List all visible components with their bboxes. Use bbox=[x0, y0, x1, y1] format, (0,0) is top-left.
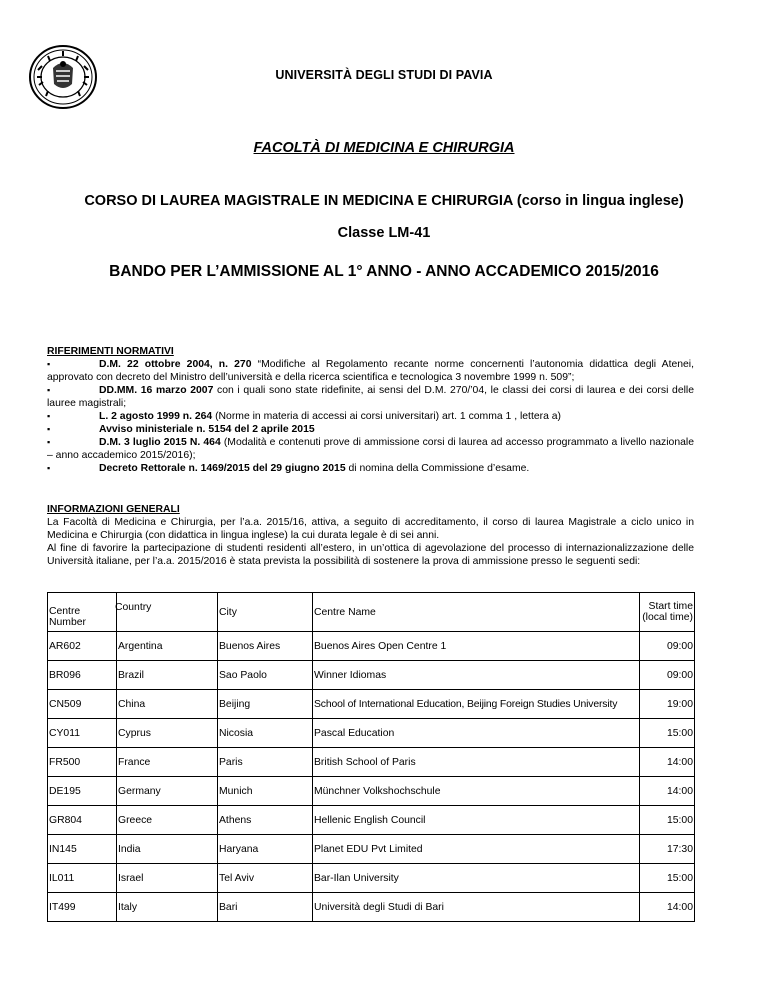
header-country: Country bbox=[117, 593, 218, 632]
cell-country: Italy bbox=[117, 893, 218, 922]
cell-centre-number: IN145 bbox=[48, 835, 117, 864]
general-information-heading: INFORMAZIONI GENERALI bbox=[47, 504, 180, 515]
cell-city: Nicosia bbox=[218, 719, 313, 748]
reference-text: di nomina della Commissione d’esame. bbox=[345, 463, 530, 474]
general-information-paragraph: Al fine di favorire la partecipazione di studenti residenti all’estero, in un’ottica di agevolazione del processo di internazionalizzazione delle Università italiane, per l’a.a. 2015/2016 è stata prevista la possibilità di sostenere la prova di ammissione presso le seguenti sedi: bbox=[47, 543, 694, 567]
reference-item bbox=[47, 410, 694, 423]
cell-start-time: 15:00 bbox=[640, 719, 695, 748]
cell-centre-name: Buenos Aires Open Centre 1 bbox=[313, 632, 640, 661]
cell-centre-name: Hellenic English Council bbox=[313, 806, 640, 835]
cell-city: Beijing bbox=[218, 690, 313, 719]
cell-centre-number: CN509 bbox=[48, 690, 117, 719]
cell-centre-number: AR602 bbox=[48, 632, 117, 661]
cell-country: China bbox=[117, 690, 218, 719]
header-centre-number: Centre Number bbox=[48, 593, 117, 632]
bullet-icon bbox=[47, 384, 99, 397]
cell-centre-number: DE195 bbox=[48, 777, 117, 806]
cell-city: Sao Paolo bbox=[218, 661, 313, 690]
cell-start-time: 19:00 bbox=[640, 690, 695, 719]
header-centre-name: Centre Name bbox=[313, 593, 640, 632]
bullet-icon bbox=[47, 462, 99, 475]
cell-country: Argentina bbox=[117, 632, 218, 661]
cell-centre-number: IT499 bbox=[48, 893, 117, 922]
cell-start-time: 15:00 bbox=[640, 806, 695, 835]
call-title: BANDO PER L’AMMISSIONE AL 1° ANNO - ANNO ACCADEMICO 2015/2016 bbox=[109, 263, 659, 280]
reference-text: (Norme in materia di accessi ai corsi universitari) art. 1 comma 1 , lettera a) bbox=[212, 411, 561, 422]
reference-text: “Modifiche al Regolamento recante norme concernenti l’autonomia didattica degli Atenei, approvato con decreto del Ministro dell’università e della ricerca scientifica e tecnologica 3 novembre 1999 n. 509”; bbox=[47, 359, 695, 383]
cell-centre-name: Università degli Studi di Bari bbox=[313, 893, 640, 922]
cell-start-time: 09:00 bbox=[640, 661, 695, 690]
normative-references-section bbox=[47, 345, 694, 475]
cell-city: Munich bbox=[218, 777, 313, 806]
cell-centre-number: IL011 bbox=[48, 864, 117, 893]
cell-city: Athens bbox=[218, 806, 313, 835]
cell-centre-name: Bar-Ilan University bbox=[313, 864, 640, 893]
reference-title: DD.MM. 16 marzo 2007 bbox=[99, 385, 214, 396]
general-information-section bbox=[47, 503, 694, 568]
reference-item bbox=[47, 462, 694, 475]
bullet-icon bbox=[47, 436, 99, 449]
general-information-paragraph: La Facoltà di Medicina e Chirurgia, per l’a.a. 2015/16, attiva, a seguito di accreditamento, il corso di laurea Magistrale a ciclo unico in Medicina e Chirurgia (con didattica in lingua inglese) la cui durata legale è di sei anni. bbox=[47, 517, 694, 541]
reference-title: D.M. 22 ottobre 2004, n. 270 bbox=[99, 359, 252, 370]
table-row bbox=[48, 719, 695, 748]
cell-centre-name: School of International Education, Beijing Foreign Studies University bbox=[313, 690, 640, 719]
cell-centre-number: FR500 bbox=[48, 748, 117, 777]
cell-centre-number: CY011 bbox=[48, 719, 117, 748]
reference-item bbox=[47, 358, 694, 384]
table-row bbox=[48, 835, 695, 864]
cell-country: Germany bbox=[117, 777, 218, 806]
bullet-icon bbox=[47, 423, 99, 436]
cell-city: Tel Aviv bbox=[218, 864, 313, 893]
reference-text: (Modalità e contenuti prove di ammissione corsi di laurea ad accesso programmato a livello nazionale – anno accademico 2015/2016); bbox=[47, 437, 694, 461]
header-city: City bbox=[218, 593, 313, 632]
cell-country: Greece bbox=[117, 806, 218, 835]
reference-item bbox=[47, 423, 694, 436]
table-row bbox=[48, 777, 695, 806]
cell-city: Haryana bbox=[218, 835, 313, 864]
header-start-time: Start time (local time) bbox=[640, 593, 695, 632]
reference-title: Avviso ministeriale n. 5154 del 2 aprile 2015 bbox=[99, 424, 315, 435]
reference-item bbox=[47, 436, 694, 462]
table-row bbox=[48, 864, 695, 893]
university-name: UNIVERSITÀ DEGLI STUDI DI PAVIA bbox=[275, 68, 493, 82]
cell-centre-name: Pascal Education bbox=[313, 719, 640, 748]
table-row bbox=[48, 632, 695, 661]
cell-start-time: 15:00 bbox=[640, 864, 695, 893]
cell-city: Buenos Aires bbox=[218, 632, 313, 661]
cell-country: Israel bbox=[117, 864, 218, 893]
reference-item bbox=[47, 384, 694, 410]
cell-centre-name: Winner Idiomas bbox=[313, 661, 640, 690]
cell-country: Brazil bbox=[117, 661, 218, 690]
cell-centre-name: British School of Paris bbox=[313, 748, 640, 777]
table-row bbox=[48, 893, 695, 922]
cell-city: Paris bbox=[218, 748, 313, 777]
cell-centre-name: Planet EDU Pvt Limited bbox=[313, 835, 640, 864]
class-label: Classe LM-41 bbox=[337, 225, 431, 241]
normative-references-heading: RIFERIMENTI NORMATIVI bbox=[47, 346, 174, 357]
course-title: CORSO DI LAUREA MAGISTRALE IN MEDICINA E CHIRURGIA (corso in lingua inglese) bbox=[84, 193, 684, 209]
cell-start-time: 14:00 bbox=[640, 748, 695, 777]
cell-start-time: 14:00 bbox=[640, 893, 695, 922]
table-header-row bbox=[48, 593, 695, 632]
cell-start-time: 09:00 bbox=[640, 632, 695, 661]
cell-country: France bbox=[117, 748, 218, 777]
table-row bbox=[48, 690, 695, 719]
exam-centres-table bbox=[47, 592, 695, 922]
table-row bbox=[48, 806, 695, 835]
bullet-icon bbox=[47, 410, 99, 423]
reference-title: Decreto Rettorale n. 1469/2015 del 29 giugno 2015 bbox=[99, 463, 346, 474]
cell-start-time: 14:00 bbox=[640, 777, 695, 806]
reference-text: con i quali sono state ridefinite, ai sensi del D.M. 270/’04, le classi dei corsi di laurea e dei corsi delle lauree magistrali; bbox=[47, 385, 694, 409]
cell-city: Bari bbox=[218, 893, 313, 922]
cell-centre-name: Münchner Volkshochschule bbox=[313, 777, 640, 806]
reference-title: D.M. 3 luglio 2015 N. 464 bbox=[99, 437, 221, 448]
cell-start-time: 17:30 bbox=[640, 835, 695, 864]
table-row bbox=[48, 748, 695, 777]
table-row bbox=[48, 661, 695, 690]
cell-country: Cyprus bbox=[117, 719, 218, 748]
faculty-title: FACOLTÀ DI MEDICINA E CHIRURGIA bbox=[253, 140, 515, 156]
reference-title: L. 2 agosto 1999 n. 264 bbox=[99, 411, 213, 422]
cell-centre-number: BR096 bbox=[48, 661, 117, 690]
cell-country: India bbox=[117, 835, 218, 864]
bullet-icon bbox=[47, 358, 99, 371]
cell-centre-number: GR804 bbox=[48, 806, 117, 835]
